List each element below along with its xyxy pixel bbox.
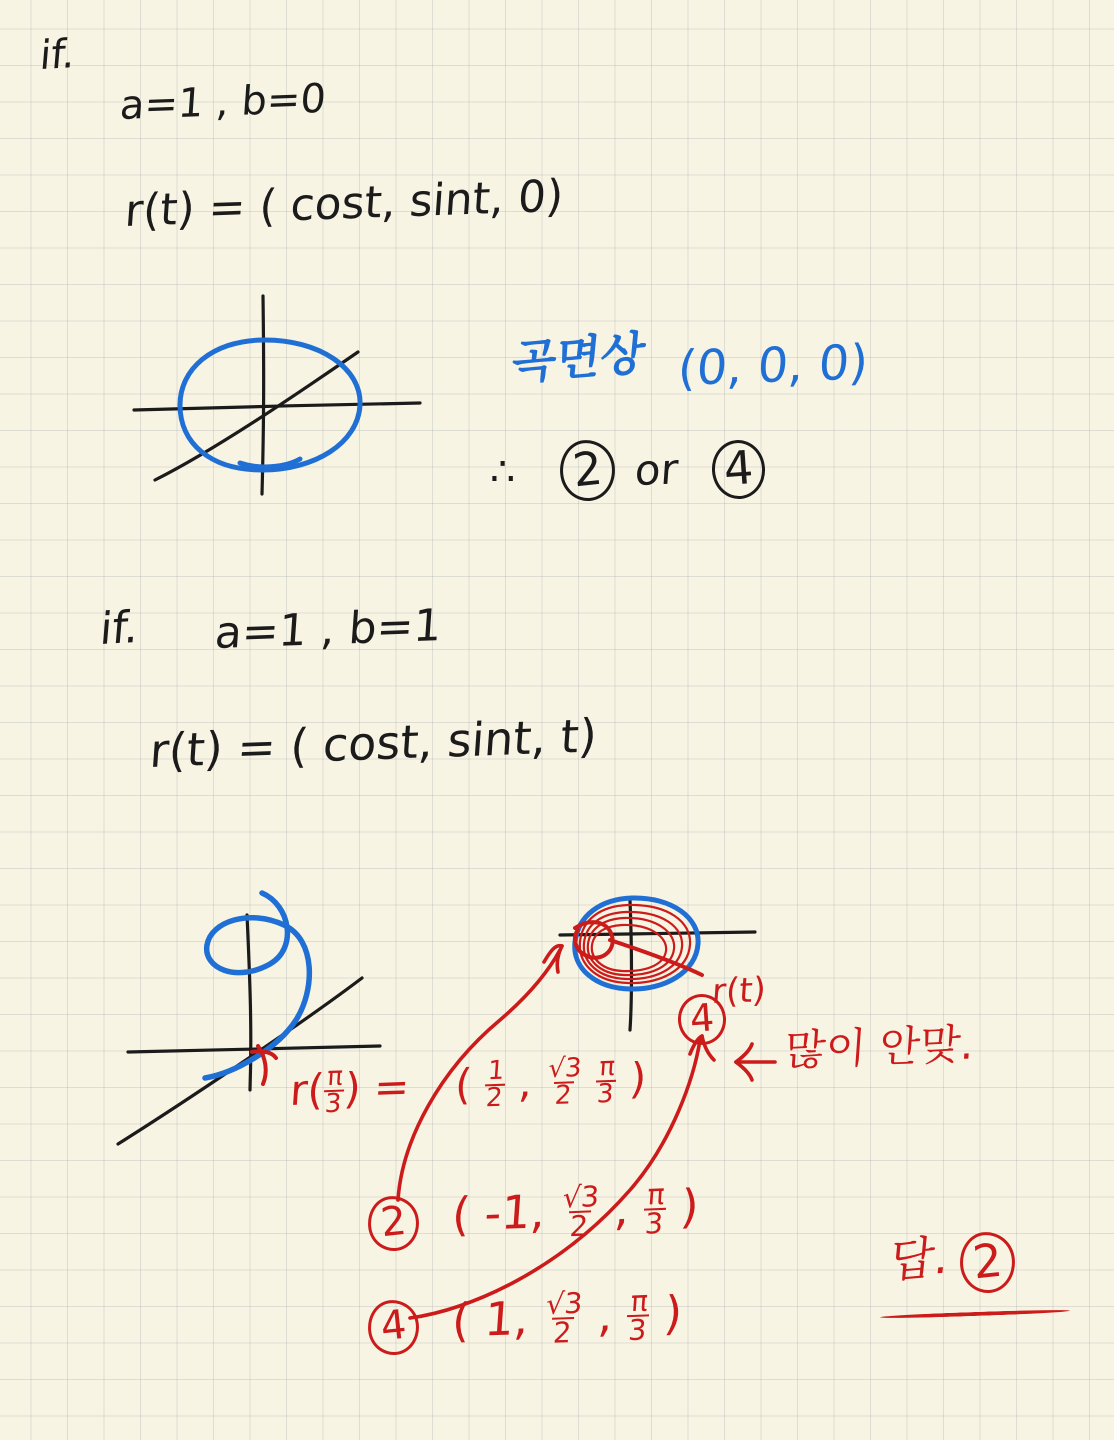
conclusion-option-4-circle: 4 bbox=[710, 438, 767, 501]
option-4-marker-bottom-circle: 4 bbox=[365, 1297, 422, 1357]
conclusion-or: or bbox=[633, 444, 680, 496]
option-4-marker-bottom bbox=[368, 1300, 419, 1355]
option-4-z-fraction: $\frac{\pi}{3}$ bbox=[627, 1284, 650, 1348]
figure-1-axes bbox=[134, 296, 420, 494]
option-2-z-fraction: $\frac{\pi}{3}$ bbox=[643, 1177, 666, 1241]
section1-note-korean: 곡면상 bbox=[509, 325, 648, 391]
option-2-marker bbox=[368, 1196, 419, 1251]
section1-equation: r(t) = ( cost, sint, 0) bbox=[123, 170, 565, 238]
section1-note-point: (0, 0, 0) bbox=[676, 334, 870, 398]
section2-if-label: if. bbox=[97, 601, 141, 656]
figure-3-red-loops bbox=[580, 905, 690, 983]
r-pi3-open-paren: ( bbox=[453, 1059, 474, 1110]
r-pi3-y-fraction: $\frac{√3}{2}$ bbox=[547, 1052, 583, 1111]
figure-1-circle bbox=[180, 340, 360, 470]
answer-value-circle: 2 bbox=[957, 1229, 1018, 1295]
section2-equation: r(t) = ( cost, sint, t) bbox=[148, 708, 599, 779]
option-2-y-fraction: $\frac{√3}{2}$ bbox=[561, 1180, 601, 1244]
option-4-x: 1, bbox=[482, 1290, 531, 1347]
answer-value bbox=[960, 1232, 1015, 1293]
option-2-coordinates bbox=[450, 1177, 701, 1246]
option-2-open-paren: ( bbox=[450, 1186, 473, 1242]
r-pi3-comma-1: , bbox=[517, 1057, 534, 1108]
option-2-x: -1, bbox=[482, 1184, 548, 1241]
figure-3-blue-loop bbox=[575, 898, 698, 989]
option-4-marker-circle: 4 bbox=[676, 992, 728, 1046]
option-4-marker-top bbox=[678, 994, 726, 1045]
rt-label: r(t) bbox=[710, 970, 768, 1013]
conclusion-option-4 bbox=[712, 440, 765, 499]
r-pi3-close-paren: ) bbox=[628, 1053, 649, 1104]
r-pi3-z-fraction: $\frac{\pi}{3}$ bbox=[595, 1051, 617, 1110]
option-2-comma: , bbox=[612, 1181, 632, 1236]
figure-3-red-marker bbox=[575, 922, 702, 975]
mismatch-arrow bbox=[736, 1044, 775, 1080]
option-2-close-paren: ) bbox=[678, 1178, 701, 1234]
r-pi3-label bbox=[288, 1061, 412, 1120]
r-pi3-x-fraction: $\frac{1}{2}$ bbox=[484, 1055, 506, 1114]
answer-underline bbox=[880, 1309, 1070, 1320]
conclusion-option-2-circle: 2 bbox=[557, 437, 618, 503]
conclusion-option-2 bbox=[560, 440, 615, 501]
option-4-comma: , bbox=[596, 1287, 615, 1343]
mismatch-note: 많이 안맞. bbox=[783, 1019, 976, 1076]
pi-over-3-fraction-inline: $\frac{\pi}{3}$ bbox=[323, 1061, 344, 1120]
answer-label: 답. bbox=[887, 1229, 952, 1289]
option-4-close-paren: ) bbox=[662, 1285, 685, 1341]
option-2-marker-circle: 2 bbox=[365, 1193, 422, 1253]
section2-params: a=1 , b=1 bbox=[213, 600, 444, 660]
option-4-y-fraction: $\frac{√3}{2}$ bbox=[545, 1286, 584, 1350]
section1-if-label: if. bbox=[38, 30, 77, 80]
option-4-coordinates bbox=[450, 1284, 685, 1352]
figure-2-red-point bbox=[252, 1046, 276, 1084]
section1-params: a=1 , b=0 bbox=[118, 75, 328, 130]
therefore-symbol: ∴ bbox=[490, 449, 516, 495]
r-pi3-value bbox=[453, 1051, 649, 1114]
option-4-open-paren: ( bbox=[450, 1292, 473, 1348]
r-pi3-label-text: r( $\frac{\pi}{3}$ ) = bbox=[288, 1061, 412, 1120]
figure-2-helix bbox=[205, 893, 309, 1078]
